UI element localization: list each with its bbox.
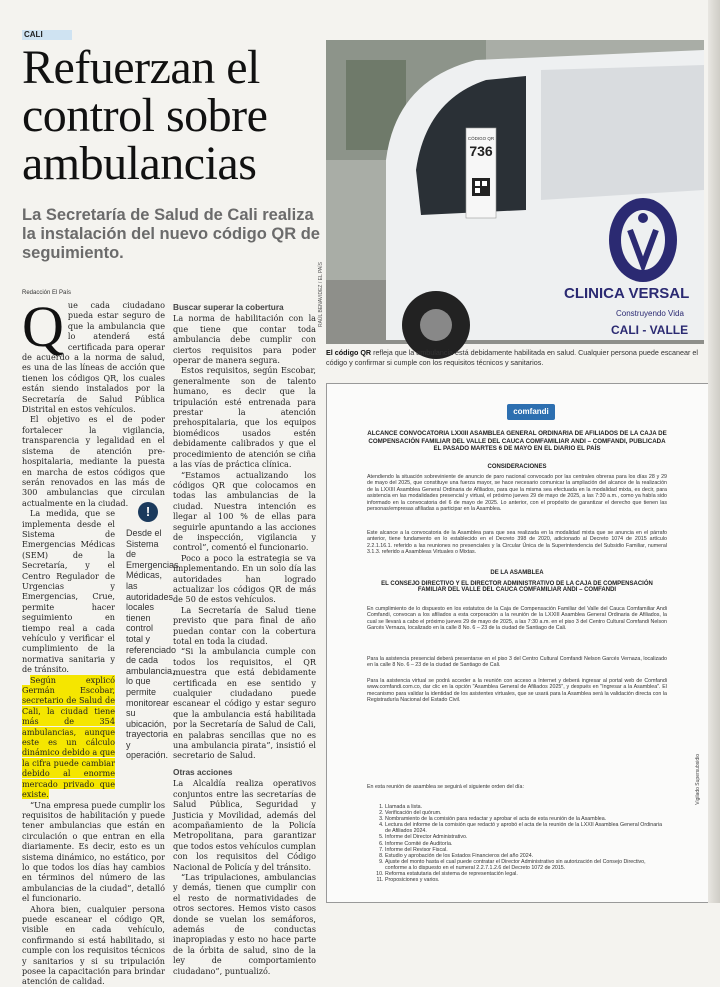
callout-text: Desde el Sistema de Emergencias Médicas, las autoridades locales tienen control total y referenciado de cada ambulancia, lo que permite monitorear su ubicación, trayectoria y operación. — [126, 528, 179, 761]
clinic-city: CALI - VALLE — [611, 323, 689, 337]
agenda-item: 8. Estudio y aprobación de los Estados Financieros del año 2024. — [385, 853, 667, 859]
paragraph: “Si la ambulancia cumple con todos los requisitos, el QR muestra que está debidamente certificada en ese sentido y cualquier ciudadano puede escanear el código y estar seguro que la ambulancia está habilitada por la Secretaría de Salud de Cali, en palabras sencillas que no es una ambulancia pirata”, insistió el secretario de Salud. — [173, 646, 316, 761]
notice-paragraph: Para la asistencia presencial deberá presentarse en el piso 3 del Centro Cultural Comfandi Nelson Garcés Vernaza, localizado en la calle 8 No. 6 – 23 de la ciudad de Santiago de Cali. — [367, 656, 667, 669]
notice-title: ALCANCE CONVOCATORIA LXXIII ASAMBLEA GENERAL ORDINARIA DE AFILIADOS DE LA CAJA DE COMPENSACIÓN FAMILIAR DEL VALLE DEL CAUCA COMFAMILIAR ANDI – COMFANDI, PUBLICADA EL PASADO MARTES 6 DE MAYO EN EL DIARIO EL PAÍS — [367, 430, 667, 453]
agenda-item: 10. Reforma estatutaria del sistema de representación legal. — [385, 871, 667, 877]
agenda-item: 3. Nombramiento de la comisión para redactar y aprobar el acta de esta reunión de la Asamblea. — [385, 816, 667, 822]
paragraph: La medida, que se implementa desde el Sistema de Emergencias Médicas (SEM) de la Secretaría, y el Centro Regulador de Urgencias y Emergencias, Crue, permite hacer seguimiento en tiempo real a cada vehículo y verificar el cumplimiento de la normativa sanitaria y de tránsito. — [22, 508, 115, 675]
subhead: La Secretaría de Salud de Cali realiza la instalación del nuevo código QR de seguimiento. — [22, 206, 320, 262]
side-note: Vigilado Supersubsidio — [695, 754, 701, 805]
notice-heading: EL CONSEJO DIRECTIVO Y EL DIRECTOR ADMINISTRATIVO DE LA CAJA DE COMPENSACIÓN FAMILIAR DEL VALLE DEL CAUCA COMFAMILIAR ANDI – COMFANDI — [381, 581, 653, 593]
paragraph: ue cada ciudadano pueda estar seguro de que la ambulancia que lo atenderá está certificada para operar de acuerdo a la norma de salud, es una de las líneas de acción que tienen los códigos QR, los cuales están siendo instalados por la Secretaría de Salud Pública Distrital en estos vehículos. — [22, 300, 165, 415]
ambulance-photo — [326, 40, 704, 344]
exclamation-icon: ! — [138, 502, 158, 522]
agenda-item: 5. Informe del Director Administrativo. — [385, 834, 667, 840]
caption-lead: El código QR — [326, 348, 372, 357]
notice-heading: DE LA ASAMBLEA — [490, 570, 544, 576]
notice-paragraph: Atendiendo la situación sobreviniente de anuncio de paro nacional convocado por las centrales obreras para los días 28 y 29 de mayo del 2025, que constituye una fuerza mayor, se hace necesario comunicar la ampliación del alcance de la realización de la LXXIII Asamblea General Ordinaria de Afiliados, para que la misma sea efectuada en la modalidad mixta, es decir, para asistencia en las modalidades presencial y virtual, el próximo jueves 29 de mayo de 2025, a las 7:30 a.m., como ya había sido informado en la convocatoria del 6 de mayo de 2025. Lo anterior, con el propósito de garantizar el derecho que tienen las personas/empresas afiliadas a participar en la Asamblea. — [367, 474, 667, 513]
photo-caption — [326, 348, 704, 367]
page-binding — [708, 0, 720, 903]
clinic-slogan: Construyendo Vida — [616, 309, 684, 318]
agenda-list — [367, 804, 667, 883]
subheading: Buscar superar la cobertura — [173, 302, 284, 312]
notice-paragraph: Este alcance a la convocatoria de la Asamblea para que sea realizada en la modalidad mixta que se anuncia en el párrafo anterior, tiene fundamento en lo establecido en el Decreto 398 de 2020, adicionado al Decreto 1074 de 2015 artículo 2.2.1.16.1. referido a las reuniones no presenciales y la Circular Única de la Superintendencia del Subsidio Familiar, numeral 3.1.3. referido a Asambleas Virtuales o Mixtas. — [367, 530, 667, 556]
notice-heading: CONSIDERACIONES — [487, 464, 547, 470]
paragraph: “Una empresa puede cumplir los requisitos de habilitación y puede tener ambulancias que están en circulación o que entran en ella diariamente. Es decir, esto es un sistema dinámico, no estático, por lo que todos los días hay cambios en términos del número de las ambulancias de la ciudad”, detalló el funcionario. — [22, 799, 165, 904]
highlight: Según explicó Germán Escobar, secretario de Salud de Cali, la ciudad tiene más de 354 ambulancias, aunque este es un cálculo dinámico debido a que la cifra puede cambiar debido al enorme mercado privado que existe. — [22, 674, 115, 800]
agenda-item: 11. Proposiciones y varios. — [385, 877, 667, 883]
subheading: Otras acciones — [173, 766, 233, 777]
dropcap: Q — [22, 294, 64, 359]
paragraph: Poco a poco la estrategia se va implementando. En un solo día las autoridades han logrado actualizar los códigos QR de más de 50 de estos vehículos. — [173, 552, 316, 605]
paragraph: La Alcaldía realiza operativos conjuntos entre las secretarías de Salud Pública, Seguridad y Justicia y Movilidad, además del acompañamiento de la Policía Metropolitana, para garantizar que todos estos vehículos cumplan con los requisitos del Código Nacional de Policía y del tránsito. — [173, 778, 316, 872]
photo-credit: RAÚL BENAVIDEZ / EL PAÍS — [318, 262, 324, 328]
agenda-item: 4. Lectura del informe de la comisión que redactó y aprobó el acta de la reunión de la LXXII Asamblea General Ordinaria de Afiliados 2024. — [385, 822, 667, 834]
agenda-item: 2. Verificación del quórum. — [385, 810, 667, 816]
highlighted-paragraph — [22, 675, 115, 800]
vehicle-number: 736 — [469, 143, 493, 159]
paragraph: Ahora bien, cualquier persona puede escanear el código QR, visible en cada vehículo, confirmando si está habilitado, si cumple con los requisitos técnicos y sanitarios y si su tripulación posee la capacitación para brindar atención de calidad. — [22, 903, 165, 987]
comfandi-logo: comfandi — [507, 404, 555, 420]
qr-label: CÓDIGO QR — [467, 136, 495, 141]
notice-paragraph: En esta reunión de asamblea se seguirá el siguiente orden del día: — [367, 784, 524, 790]
ambulance-illustration — [326, 40, 704, 344]
paragraph: “Las tripulaciones, ambulancias y demás, tienen que cumplir con el resto de normatividades de otros sectores. Hemos visto casos donde se vuelan los semáforos, además de conductas inapropiadas y esto no hace parte de la órbita de salud, sino de la ley de comportamiento ciudadano”, puntualizó. — [173, 871, 316, 976]
paragraph: “Estamos actualizando los códigos QR que colocamos en todas las ambulancias de la ciudad. Nuestra intención es llegar al 100 % de ellas para seguirle apuntando a las acciones de inspección, vigilancia y control”, comentó el funcionario. — [173, 469, 316, 553]
caption-text: refleja que la ambulancia está debidamente habilitada en salud. Cualquier persona puede escanear el código y confirmar si cumple con los requisitos técnicos y sanitarios. — [326, 348, 698, 367]
article-column-2 — [173, 302, 316, 976]
clinic-name: CLINICA VERSAL — [564, 285, 690, 302]
callout-box — [126, 502, 179, 761]
agenda-item: 1. Llamada a lista. — [385, 804, 667, 810]
byline: Redacción El País — [22, 290, 72, 296]
agenda-item: 9. Ajuste del monto hasta el cual puede contratar el Director Administrativo sin autorización del Consejo Directivo, conforme a lo dispuesto en el numeral 2.2.7.1.2.6 del Decreto 1072 de 2015. — [385, 859, 667, 871]
paragraph: La Secretaría de Salud tiene previsto que para final de año puedan contar con la cobertura total en toda la ciudad. — [173, 604, 316, 646]
notice-paragraph: Para la asistencia virtual se podrá acceder a la reunión con acceso a Internet y deberá ingresar al portal web de Comfandi www.comfandi.com.co, dar clic en la opción "Asamblea General de Afiliados 2025", y después en "Ingresar a la Asamblea". El mecanismo para validar la identidad de los asistentes virtuales, que se usará para la Asamblea será la validación directa con la Registraduría Nacional del Estado Civil. — [367, 678, 667, 704]
notice-paragraph: En cumplimiento de lo dispuesto en los estatutos de la Caja de Compensación Familiar del Valle del Cauca Comfamiliar Andi Comfandi, convocan a los afiliados a esta corporación a la reunión de la LXXIII Asamblea General Ordinaria de Afiliados, la cual se llevará a cabo el próximo jueves 29 de mayo de 2025, a las 7:30 a.m. en el piso 3 del Centro Cultural Comfandi Nelson Garcés Vernaza, localizado en la calle 8 No. 6 – 23 de la ciudad de Santiago de Cali. — [367, 606, 667, 632]
legal-notice — [326, 383, 709, 903]
headline: Refuerzan el control sobre ambulancias — [22, 41, 268, 190]
agenda-item: 7. Informe del Revisor Fiscal. — [385, 847, 667, 853]
paragraph: El objetivo es el de poder fortalecer la vigilancia, transparencia y legalidad en el sistema de atención pre-hospitalaria, mediante la puesta en marcha de estos códigos que serán renovados en las más de 300 ambulancias que circulan actualmente en la ciudad. — [22, 414, 165, 508]
agenda-item: 6. Informe Comité de Auditoría. — [385, 841, 667, 847]
paragraph: La norma de habilitación con la que tiene que contar toda ambulancia debe cumplir con ciertos requisitos para poder operar de manera segura. — [173, 313, 316, 366]
paragraph: Estos requisitos, según Escobar, generalmente son de talento humano, es decir que la tripulación esté entrenada para prestar la atención prehospitalaria, que los equipos biomédicos usados estén debidamente calibrados y que el procedimiento de atención se ciña a las vías de práctica clínica. — [173, 365, 316, 470]
section-tag: CALI — [22, 30, 72, 40]
